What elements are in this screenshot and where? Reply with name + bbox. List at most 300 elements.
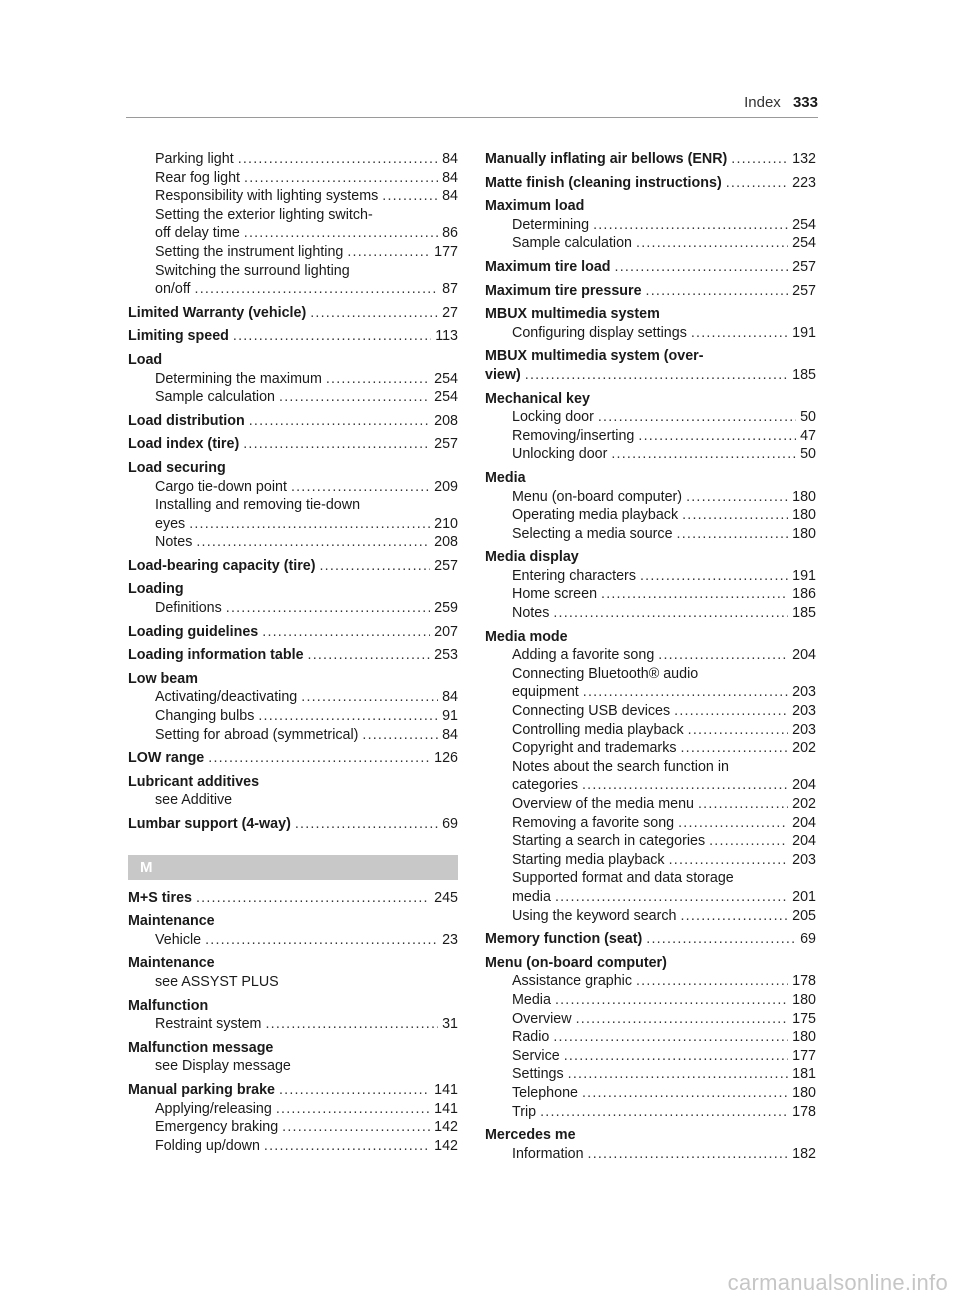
index-entry [128,889,458,908]
sub-entry [485,814,816,833]
dot-leader [310,304,438,323]
entry-heading [128,580,458,599]
sub-entry-text: Settings [512,1066,564,1083]
page-ref: 178 [792,1103,816,1120]
entry-heading [128,646,458,665]
sub-entry-text: on/off [155,281,191,298]
sub-entry [485,907,816,926]
index-entry [128,1039,458,1076]
page-ref: 201 [792,888,816,905]
sub-entry [128,262,458,281]
sub-entry-text: Connecting USB devices [512,703,671,720]
page-ref: 245 [434,889,458,906]
sub-entry-text: Overview [512,1010,572,1027]
page-ref: 181 [792,1066,816,1083]
sub-entry [128,515,458,534]
dot-leader [308,646,431,665]
sub-entry [128,187,458,206]
sub-entry-text: Unlocking door [512,446,608,463]
page-ref: 223 [792,174,816,191]
index-entry [128,327,458,346]
entry-heading-text: Maintenance [128,913,215,930]
entry-heading-text: Memory function (seat) [485,931,643,948]
entry-heading [128,459,458,478]
page-ref: 257 [792,282,816,299]
index-entry [128,412,458,431]
dot-leader [279,1081,430,1100]
sub-entry [128,1118,458,1137]
dot-leader [709,832,788,851]
dot-leader [555,991,788,1010]
page-ref: 191 [792,324,816,341]
index-entry [485,628,816,926]
page-ref: 84 [442,726,458,743]
dot-leader [196,889,430,908]
sub-entry [128,224,458,243]
sub-entry [128,280,458,299]
sub-entry [485,1084,816,1103]
dot-leader [638,427,796,446]
sub-entry-text: Media [512,991,551,1008]
page-ref: 142 [434,1137,458,1154]
dot-leader [540,1103,788,1122]
page-ref: 180 [792,525,816,542]
sub-entry [485,776,816,795]
sub-entry-text: Installing and removing tie-down [155,497,361,514]
entry-heading [128,889,458,908]
entry-heading-text: Media mode [485,628,568,645]
sub-entry-text: Supported format and data storage [512,870,734,887]
page-ref: 257 [792,258,816,275]
index-entry [128,773,458,810]
page-ref: 203 [792,684,816,701]
dot-leader [583,683,788,702]
page-ref: 204 [792,833,816,850]
page-ref: 84 [442,689,458,706]
page-ref: 84 [442,151,458,167]
sub-entry [485,1145,816,1164]
dot-leader [669,851,789,870]
dot-leader [698,795,788,814]
page-ref: 177 [792,1047,816,1064]
entry-heading-text: Manual parking brake [128,1081,275,1098]
sub-entry-text: Connecting Bluetooth® audio [512,665,699,682]
sub-entry [485,1103,816,1122]
dot-leader [582,1084,788,1103]
sub-entry [485,739,816,758]
dot-leader [674,702,788,721]
sub-entry-text: Menu (on-board computer) [512,488,683,505]
entry-heading [485,258,816,277]
page-ref: 254 [792,235,816,252]
dot-leader [525,366,788,385]
dot-leader [208,749,430,768]
dot-leader [244,224,438,243]
entry-heading [128,773,458,792]
sub-entry-text: Notes [155,534,193,551]
page-ref: 205 [792,907,816,924]
dot-leader [686,488,788,507]
index-entry [485,390,816,464]
page-ref: 203 [792,851,816,868]
entry-heading [128,997,458,1016]
dot-leader [205,931,438,950]
entry-heading-text: Load index (tire) [128,436,240,453]
dot-leader [279,388,430,407]
header-rule [126,117,818,118]
sub-entry [485,427,816,446]
index-entry [485,548,816,622]
entry-heading-text: Load-bearing capacity (tire) [128,557,316,574]
entry-heading [485,930,816,949]
sub-entry [485,972,816,991]
dot-leader [658,646,788,665]
sub-entry [128,707,458,726]
dot-leader [243,435,430,454]
dot-leader [189,515,430,534]
entry-heading-text: MBUX multimedia system (over- [485,348,704,365]
page-ref: 178 [792,973,816,990]
entry-heading [128,557,458,576]
dot-leader [681,907,789,926]
entry-heading-text: Lumbar support (4-way) [128,816,291,832]
entry-heading [485,1126,816,1145]
sub-entry-text: Changing bulbs [155,708,255,725]
page-ref: 210 [434,515,458,532]
sub-entry-text: Removing a favorite song [512,814,675,831]
page-ref: 69 [800,931,816,948]
entry-heading-text: Matte finish (cleaning instructions) [485,174,722,191]
entry-heading-text: Maximum tire load [485,258,611,275]
dot-leader [731,150,788,169]
entry-heading [485,954,816,973]
sub-entry-text: Assistance graphic [512,973,632,990]
sub-entry-text: off delay time [155,225,240,242]
dot-leader [233,327,431,346]
entry-heading-text: Lubricant additives [128,773,260,790]
entry-heading-text: Loading guidelines [128,623,259,640]
index-entry [485,258,816,277]
page-ref: 132 [792,151,816,167]
index-entry [128,557,458,576]
entry-heading-text: Mechanical key [485,390,590,407]
sub-entry-text: Removing/inserting [512,427,635,444]
sub-entry-text: see ASSYST PLUS [155,973,279,990]
entry-heading [128,1081,458,1100]
page-ref: 257 [434,436,458,453]
dot-leader [244,169,438,188]
entry-heading-text: view) [485,366,521,383]
index-entry [485,930,816,949]
index-entry [128,150,458,299]
sub-entry-text: Locking door [512,409,594,426]
page-ref: 50 [800,446,816,463]
page-ref: 47 [800,427,816,444]
dot-leader [262,623,430,642]
entry-heading [485,347,816,366]
page-ref: 254 [434,370,458,387]
sub-entry-text: Sample calculation [512,235,633,252]
sub-entry [485,234,816,253]
dot-leader [249,412,430,431]
page-ref: 202 [792,796,816,812]
index-entry [485,197,816,253]
sub-entry [128,388,458,407]
entry-heading [128,435,458,454]
entry-heading [128,304,458,323]
entry-heading-text: Malfunction [128,997,209,1014]
index-entry [485,282,816,301]
dot-leader [347,243,430,262]
dot-leader [196,533,430,552]
sub-entry-text: Copyright and trademarks [512,740,677,757]
sub-entry-text: Telephone [512,1084,578,1101]
sub-entry-text: Notes about the search function in [512,758,729,775]
sub-entry-text: Setting for abroad (symmetrical) [155,726,359,743]
entry-heading [485,390,816,409]
section-label: Index [744,94,781,111]
index-entry [485,174,816,193]
sub-entry [128,1057,458,1076]
sub-entry [128,599,458,618]
page-ref: 87 [442,281,458,298]
page-ref: 27 [442,304,458,321]
sub-entry-text: Information [512,1145,584,1162]
sub-entry-text: Setting the instrument lighting [155,243,344,260]
entry-heading-text: Malfunction message [128,1039,274,1056]
sub-entry-text: Entering characters [512,567,636,584]
entry-heading [128,912,458,931]
sub-entry [128,726,458,745]
sub-entry-text: Setting the exterior lighting switch- [155,206,373,223]
page-ref: 207 [434,623,458,640]
dot-leader [640,567,788,586]
page-ref: 186 [792,586,816,603]
dot-leader [382,187,438,206]
sub-entry-text: Restraint system [155,1016,262,1033]
dot-leader [593,216,788,235]
sub-entry [485,1028,816,1047]
dot-leader [195,280,439,299]
sub-entry-text: Emergency braking [155,1119,279,1136]
dot-leader [582,776,788,795]
page-ref: 208 [434,534,458,551]
index-entry [128,646,458,665]
entry-heading-text: Manually inflating air bellows (ENR) [485,151,728,167]
entry-heading [128,1039,458,1058]
dot-leader [611,445,796,464]
dot-leader [362,726,438,745]
dot-leader [682,506,788,525]
entry-heading-text: Maximum tire pressure [485,282,642,299]
sub-entry-text: Notes [512,605,550,622]
index-entry [128,997,458,1034]
dot-leader [555,888,788,907]
index-entry [128,459,458,552]
page-ref: 177 [434,243,458,260]
page-ref: 254 [434,389,458,406]
sub-entry-text: Operating media playback [512,507,679,524]
sub-entry-text: Determining [512,216,590,233]
dot-leader [681,739,789,758]
sub-entry-text: Configuring display settings [512,324,687,341]
page-ref: 257 [434,557,458,574]
index-entry [128,623,458,642]
sub-entry-text: media [512,888,551,905]
page-ref: 204 [792,777,816,794]
dot-leader [301,688,438,707]
index-entry [128,815,458,834]
dot-leader [276,1100,430,1119]
sub-entry [485,216,816,235]
entry-heading-text: Limiting speed [128,328,229,345]
entry-heading [128,327,458,346]
page-ref: 84 [442,169,458,186]
sub-entry [485,665,816,684]
entry-heading [485,628,816,647]
sub-entry [485,445,816,464]
dot-leader [677,525,789,544]
dot-leader [691,324,788,343]
page-ref: 259 [434,600,458,617]
sub-entry-text: Parking light [155,151,234,167]
page-ref: 208 [434,412,458,429]
sub-entry [485,1047,816,1066]
sub-entry-text: categories [512,777,578,794]
dot-leader [553,1028,788,1047]
index-column-left [128,150,458,1160]
page-ref: 23 [442,931,458,948]
entry-heading-text: Load distribution [128,412,245,429]
page-ref: 254 [792,216,816,233]
entry-heading [128,351,458,370]
entry-heading-text: Load [128,351,163,368]
sub-entry-text: Using the keyword search [512,907,677,924]
sub-entry [485,832,816,851]
sub-entry [485,795,816,814]
dot-leader [265,1015,438,1034]
page-ref: 86 [442,225,458,242]
page-ref: 202 [792,740,816,757]
page-ref: 180 [792,488,816,505]
sub-entry [485,585,816,604]
sub-entry-text: Home screen [512,586,598,603]
page-ref: 182 [792,1145,816,1162]
sub-entry [128,791,458,810]
index-entry [485,469,816,543]
sub-entry-text: Controlling media playback [512,721,684,738]
page-number: 333 [792,94,818,111]
dot-leader [264,1137,430,1156]
dot-leader [726,174,788,193]
entry-heading-text: LOW range [128,750,205,767]
index-entry [485,347,816,384]
page-ref: 191 [792,567,816,584]
entry-heading-text: Loading information table [128,647,304,664]
entry-heading [485,548,816,567]
sub-entry [128,1137,458,1156]
index-entry [128,670,458,744]
index-entry [128,954,458,991]
page-header [744,94,818,111]
sub-entry-text: see Additive [155,792,233,809]
sub-entry-text: Rear fog light [155,169,241,186]
dot-leader [598,408,796,427]
entry-heading-text: Load securing [128,459,226,476]
sub-entry [128,1015,458,1034]
page-ref: 113 [435,328,458,345]
sub-entry [128,931,458,950]
index-entry [485,305,816,342]
sub-entry-text: Responsibility with lighting systems [155,188,379,205]
dot-leader [601,585,788,604]
index-entry [128,912,458,949]
dot-leader [568,1065,788,1084]
dot-leader [238,150,438,169]
entry-heading [485,150,816,169]
index-entry [485,954,816,1121]
page-ref: 69 [442,816,458,832]
page-ref: 209 [434,478,458,495]
sub-entry [485,869,816,888]
sub-entry [485,683,816,702]
sub-entry-text: Determining the maximum [155,370,322,387]
entry-heading [485,469,816,488]
entry-heading-text: Menu (on-board computer) [485,954,667,971]
entry-heading [128,412,458,431]
page-ref: 84 [442,188,458,205]
entry-heading-text: Mercedes me [485,1127,576,1144]
entry-heading-text: Media [485,469,526,486]
page-ref: 180 [792,507,816,524]
page-ref: 180 [792,1084,816,1101]
dot-leader [615,258,789,277]
index-entry [128,435,458,454]
entry-heading-text: M+S tires [128,889,192,906]
page-ref: 253 [434,647,458,664]
sub-entry-text: Starting a search in categories [512,833,706,850]
sub-entry-text: Radio [512,1029,550,1046]
page-ref: 204 [792,647,816,664]
index-entry [485,150,816,169]
entry-heading-text: Media display [485,549,579,566]
page-ref: 203 [792,721,816,738]
page-ref: 141 [434,1100,458,1117]
sub-entry-text: eyes [155,515,186,532]
sub-entry-text: Cargo tie-down point [155,478,287,495]
sub-entry [485,721,816,740]
entry-heading [128,954,458,973]
dot-leader [226,599,430,618]
dot-leader [564,1047,788,1066]
sub-entry [485,991,816,1010]
index-entry [128,304,458,323]
page-ref: 185 [792,605,816,622]
sub-entry [485,702,816,721]
dot-leader [258,707,438,726]
dot-leader [636,234,788,253]
sub-entry [485,646,816,665]
sub-entry [128,496,458,515]
sub-entry [128,973,458,992]
letter-divider: M [128,855,458,880]
index-entry [128,351,458,407]
sub-entry-text: Starting media playback [512,851,665,868]
page-ref: 175 [792,1010,816,1027]
entry-heading-text: Loading [128,581,184,598]
sub-entry [128,169,458,188]
index-entry [128,1081,458,1155]
